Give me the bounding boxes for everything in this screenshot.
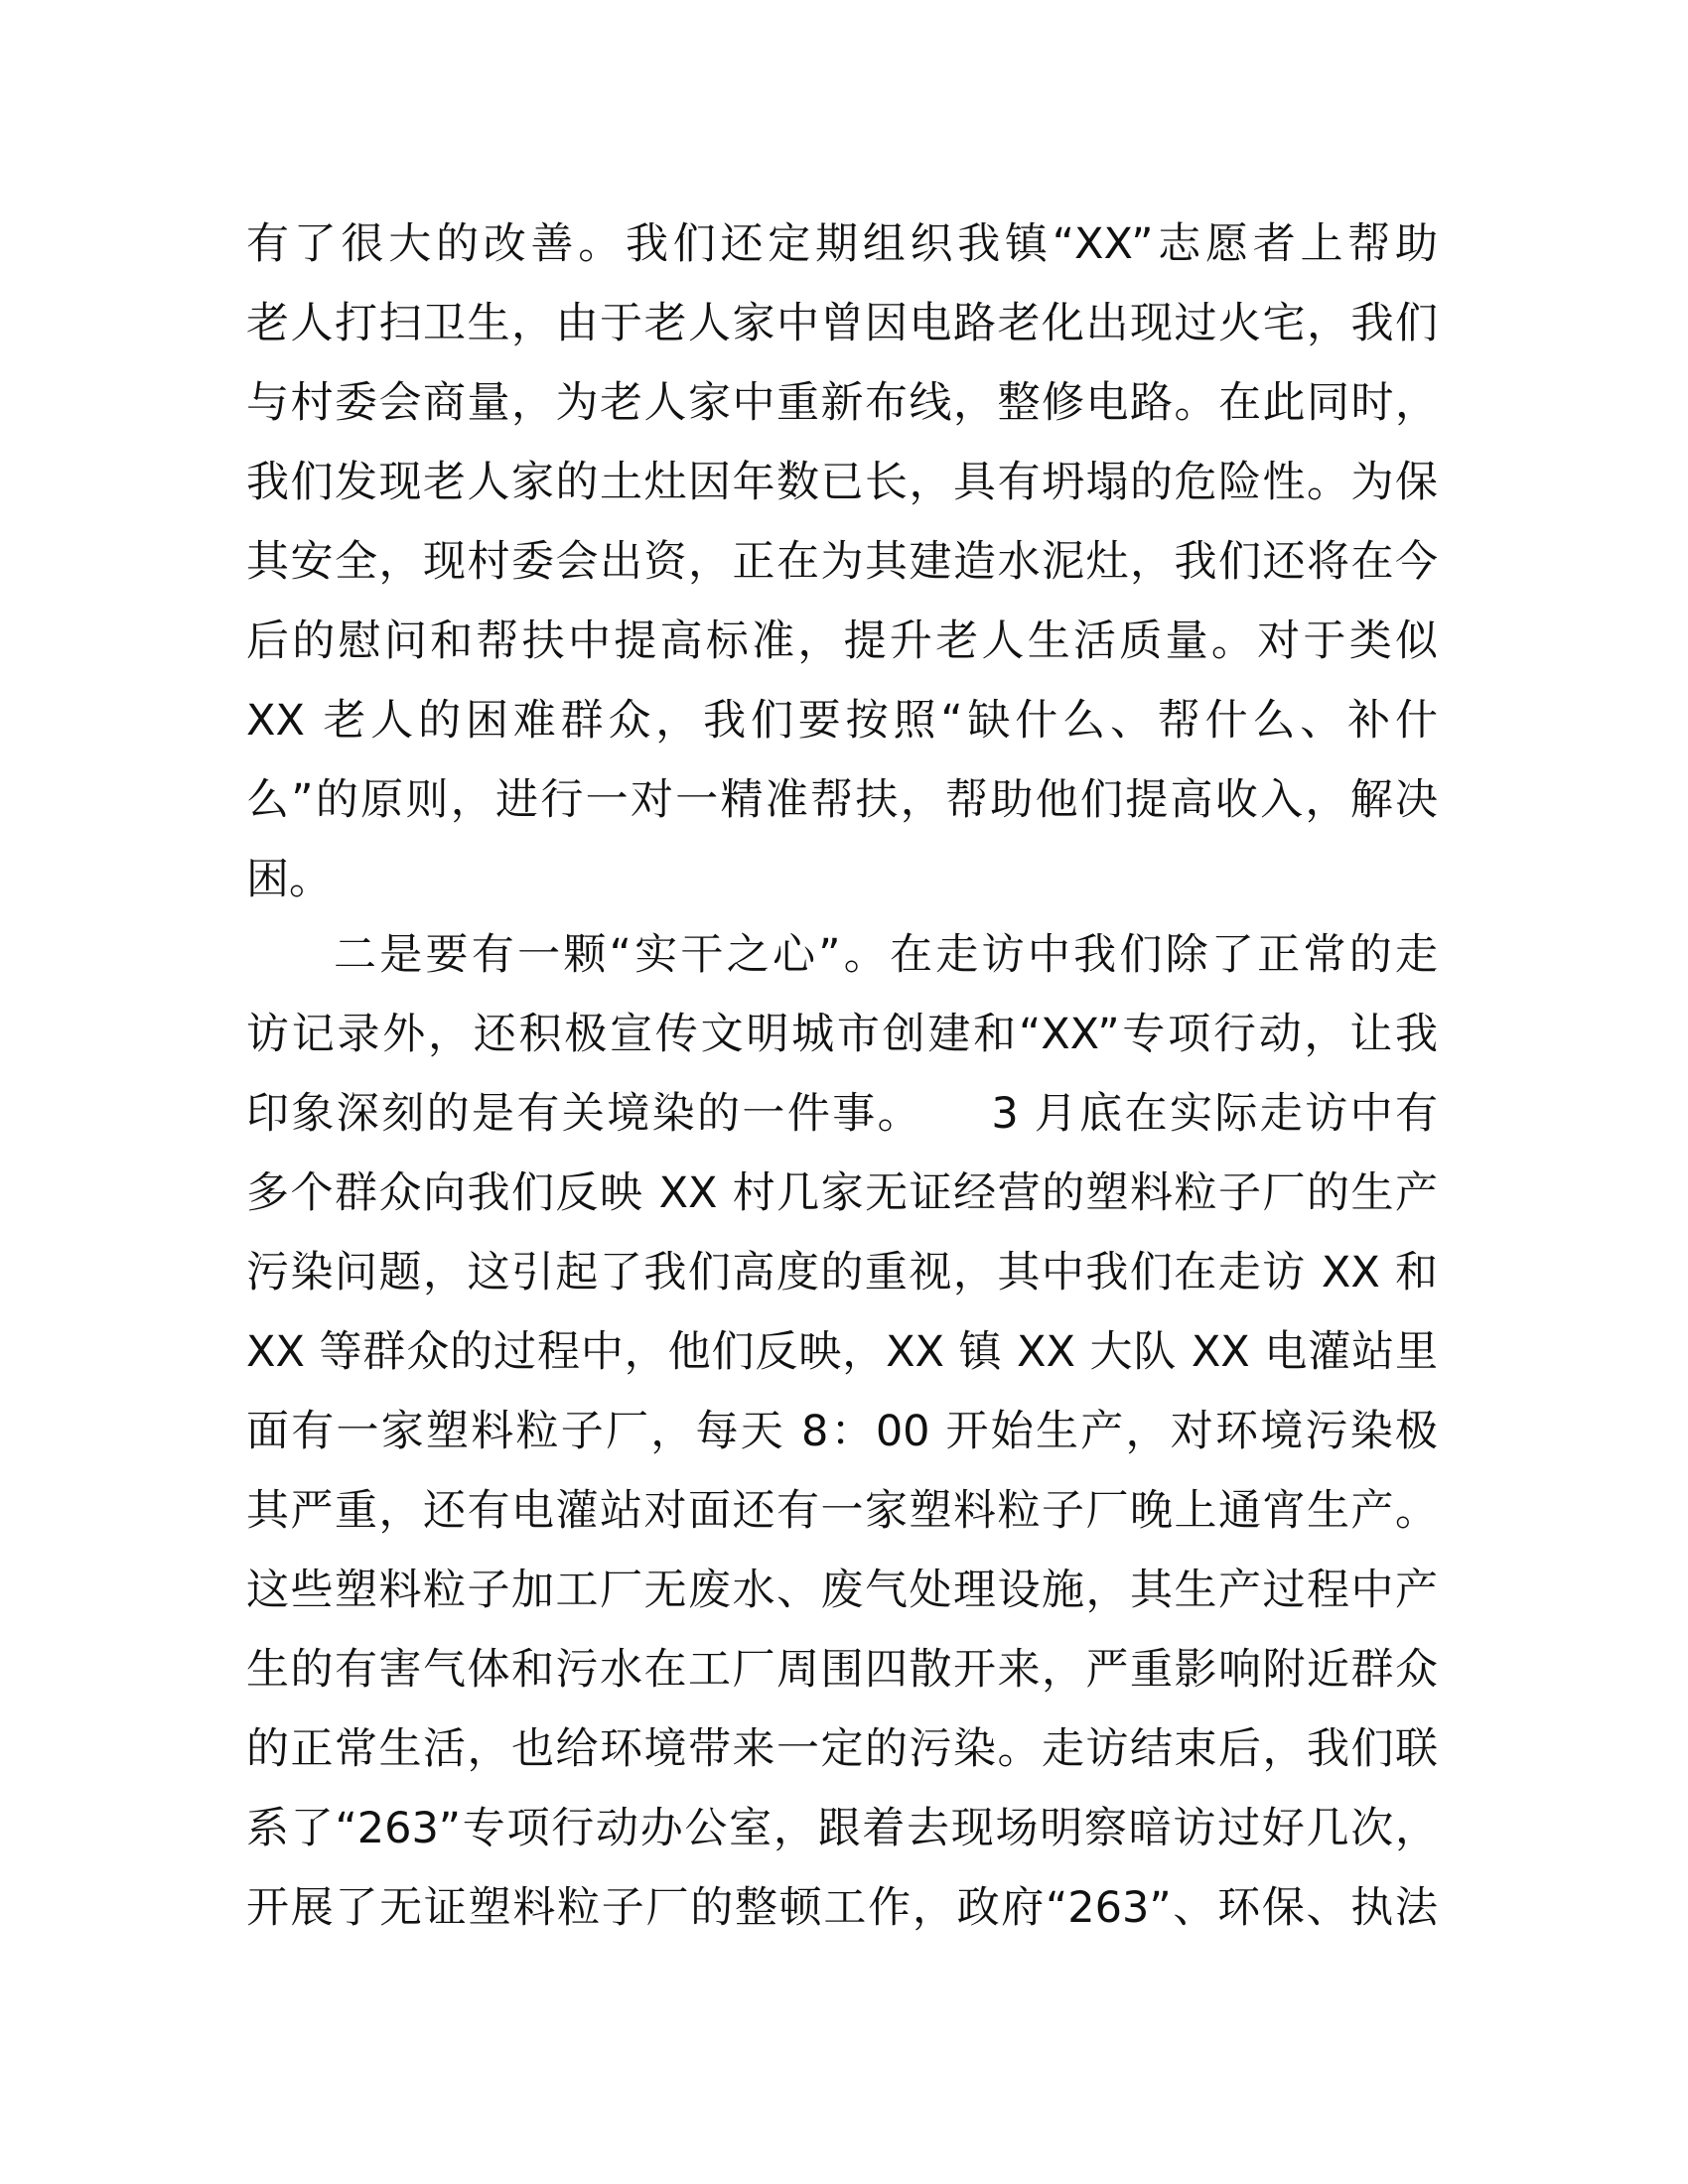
paragraph-line: 老人打扫卫生，由于老人家中曾因电路老化出现过火宅，我们 (246, 299, 1438, 348)
paragraph-line-last: 困。 (246, 855, 332, 904)
paragraph-line: 我们发现老人家的土灶因年数已长，具有坍塌的危险性。为保 (246, 458, 1438, 507)
paragraph-line: 这些塑料粒子加工厂无废水、废气处理设施，其生产过程中产 (246, 1566, 1438, 1615)
paragraph-line: 后的慰问和帮扶中提高标准，提升老人生活质量。对于类似 (246, 616, 1438, 666)
paragraph-line: XX 老人的困难群众，我们要按照“缺什么、帮什么、补什 (246, 696, 1438, 746)
paragraph-first-line: 二是要有一颗“实干之心”。在走访中我们除了正常的走 (334, 930, 1438, 980)
paragraph-line: 多个群众向我们反映 XX 村几家无证经营的塑料粒子厂的生产 (246, 1168, 1438, 1218)
paragraph-line: 印象深刻的是有关境染的一件事。 3 月底在实际走访中有 (246, 1089, 1438, 1139)
paragraph-line: 生的有害气体和污水在工厂周围四散开来，严重影响附近群众 (246, 1645, 1438, 1695)
paragraph-line: 其严重，还有电灌站对面还有一家塑料粒子厂晚上通宵生产。 (246, 1486, 1438, 1536)
paragraph-line: 系了“263”专项行动办公室，跟着去现场明察暗访过好几次， (246, 1804, 1438, 1853)
paragraph-line: 么”的原则，进行一对一精准帮扶，帮助他们提高收入，解决 (246, 775, 1438, 825)
paragraph-line: 的正常生活，也给环境带来一定的污染。走访结束后，我们联 (246, 1724, 1438, 1774)
paragraph-2 (246, 915, 1438, 1948)
paragraph-line: 面有一家塑料粒子厂，每天 8：00 开始生产，对环境污染极 (246, 1407, 1438, 1456)
paragraph-line: 有了很大的改善。我们还定期组织我镇“XX”志愿者上帮助 (246, 219, 1438, 269)
paragraph-line: 其安全，现村委会出资，正在为其建造水泥灶，我们还将在今 (246, 537, 1438, 587)
paragraph-line: 访记录外，还积极宣传文明城市创建和“XX”专项行动，让我 (246, 1010, 1438, 1059)
paragraph-line: 污染问题，这引起了我们高度的重视，其中我们在走访 XX 和 (246, 1248, 1438, 1297)
paragraph-1 (246, 205, 1438, 919)
paragraph-line: 开展了无证塑料粒子厂的整顿工作，政府“263”、环保、执法 (246, 1883, 1438, 1933)
paragraph-line: 与村委会商量，为老人家中重新布线，整修电路。在此同时， (246, 378, 1438, 428)
paragraph-line: XX 等群众的过程中，他们反映，XX 镇 XX 大队 XX 电灌站里 (246, 1327, 1438, 1377)
